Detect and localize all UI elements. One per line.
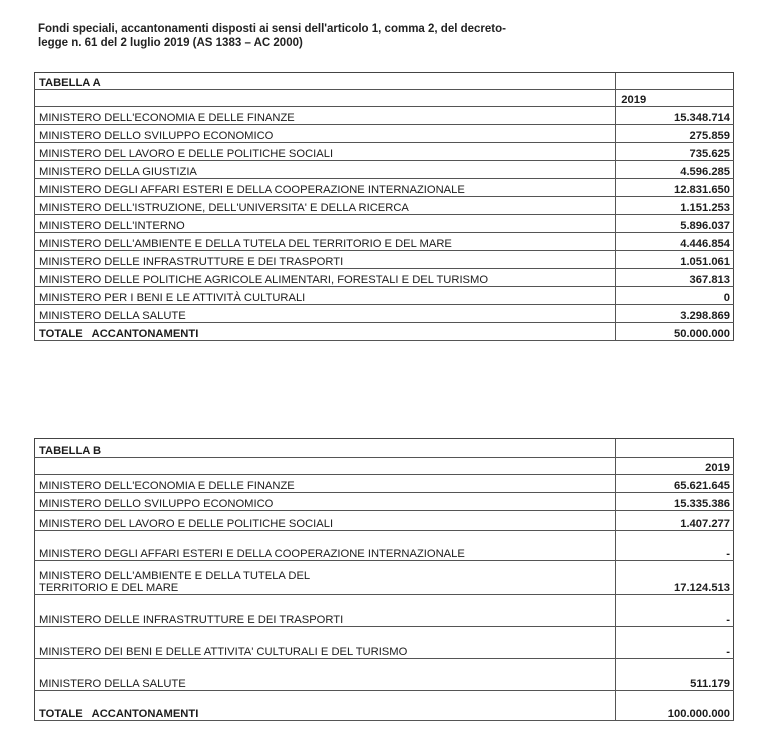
table-row — [35, 475, 734, 493]
table-row — [35, 561, 734, 595]
ministry-label: MINISTERO DELL'ISTRUZIONE, DELL'UNIVERSITA' E DELLA RICERCA — [35, 197, 616, 215]
table-row — [35, 627, 734, 659]
ministry-value: 1.051.061 — [616, 251, 734, 269]
ministry-value: 4.446.854 — [616, 233, 734, 251]
ministry-value: 17.124.513 — [616, 561, 734, 595]
table-row — [35, 179, 734, 197]
ministry-label: MINISTERO DEI BENI E DELLE ATTIVITA' CULTURALI E DEL TURISMO — [35, 627, 616, 659]
table-row — [35, 493, 734, 511]
total-label: TOTALE ACCANTONAMENTI — [35, 323, 616, 341]
ministry-value: - — [616, 627, 734, 659]
ministry-value: 1.151.253 — [616, 197, 734, 215]
total-row — [35, 691, 734, 721]
table-row — [35, 531, 734, 561]
table-row — [35, 659, 734, 691]
table-row — [35, 125, 734, 143]
ministry-label: MINISTERO DELLE POLITICHE AGRICOLE ALIMENTARI, FORESTALI E DEL TURISMO — [35, 269, 616, 287]
table-row — [35, 511, 734, 531]
ministry-label: MINISTERO DEL LAVORO E DELLE POLITICHE SOCIALI — [35, 143, 616, 161]
total-value: 50.000.000 — [616, 323, 734, 341]
title-line-2: legge n. 61 del 2 luglio 2019 (AS 1383 – AC 2000) — [38, 37, 303, 49]
ministry-value: - — [616, 531, 734, 561]
ministry-value: 4.596.285 — [616, 161, 734, 179]
ministry-label: MINISTERO DELL'INTERNO — [35, 215, 616, 233]
year-label: 2019 — [616, 458, 734, 475]
ministry-value: 12.831.650 — [616, 179, 734, 197]
table-row — [35, 107, 734, 125]
ministry-label: MINISTERO DELLA SALUTE — [35, 659, 616, 691]
table-row — [35, 269, 734, 287]
table-row — [35, 305, 734, 323]
table-row — [35, 143, 734, 161]
table-name: TABELLA A — [35, 73, 616, 90]
ministry-label: MINISTERO PER I BENI E LE ATTIVITÀ CULTURALI — [35, 287, 616, 305]
table-row — [35, 161, 734, 179]
ministry-value: - — [616, 595, 734, 627]
ministry-label: MINISTERO DELLE INFRASTRUTTURE E DEI TRASPORTI — [35, 251, 616, 269]
ministry-label: MINISTERO DELLA SALUTE — [35, 305, 616, 323]
ministry-label: MINISTERO DELL'AMBIENTE E DELLA TUTELA DEL TERRITORIO E DEL MARE — [35, 233, 616, 251]
ministry-label: MINISTERO DELL'ECONOMIA E DELLE FINANZE — [35, 475, 616, 493]
ministry-label: MINISTERO DEGLI AFFARI ESTERI E DELLA COOPERAZIONE INTERNAZIONALE — [35, 531, 616, 561]
ministry-label-line-2: TERRITORIO E DEL MARE — [39, 582, 179, 594]
ministry-label: MINISTERO DELLE INFRASTRUTTURE E DEI TRASPORTI — [35, 595, 616, 627]
total-label: TOTALE ACCANTONAMENTI — [35, 691, 616, 721]
ministry-label: MINISTERO DEGLI AFFARI ESTERI E DELLA COOPERAZIONE INTERNAZIONALE — [35, 179, 616, 197]
ministry-value: 511.179 — [616, 659, 734, 691]
year-label: 2019 — [616, 90, 734, 107]
table-row — [35, 233, 734, 251]
ministry-value: 275.859 — [616, 125, 734, 143]
ministry-value: 367.813 — [616, 269, 734, 287]
ministry-label: MINISTERO DELLO SVILUPPO ECONOMICO — [35, 493, 616, 511]
ministry-label: MINISTERO DEL LAVORO E DELLE POLITICHE SOCIALI — [35, 511, 616, 531]
table-name: TABELLA B — [35, 439, 616, 458]
year-row — [35, 90, 734, 107]
ministry-label: MINISTERO DELLO SVILUPPO ECONOMICO — [35, 125, 616, 143]
table-header-row — [35, 439, 734, 458]
ministry-label-line-1: MINISTERO DELL'AMBIENTE E DELLA TUTELA DEL — [39, 570, 311, 582]
ministry-label: MINISTERO DELL'ECONOMIA E DELLE FINANZE — [35, 107, 616, 125]
total-value: 100.000.000 — [616, 691, 734, 721]
ministry-value: 735.625 — [616, 143, 734, 161]
ministry-value: 65.621.645 — [616, 475, 734, 493]
ministry-value: 0 — [616, 287, 734, 305]
year-row — [35, 458, 734, 475]
ministry-value: 15.348.714 — [616, 107, 734, 125]
table-row — [35, 251, 734, 269]
document-title — [38, 22, 678, 50]
ministry-label — [35, 561, 616, 595]
tabella-a — [34, 72, 734, 341]
ministry-value: 5.896.037 — [616, 215, 734, 233]
ministry-value: 3.298.869 — [616, 305, 734, 323]
ministry-value: 15.335.386 — [616, 493, 734, 511]
title-line-1: Fondi speciali, accantonamenti disposti ai sensi dell'articolo 1, comma 2, del decreto- — [38, 23, 506, 35]
ministry-label: MINISTERO DELLA GIUSTIZIA — [35, 161, 616, 179]
tabella-b — [34, 438, 734, 721]
table-row — [35, 215, 734, 233]
table-row — [35, 197, 734, 215]
ministry-value: 1.407.277 — [616, 511, 734, 531]
table-row — [35, 287, 734, 305]
table-header-row — [35, 73, 734, 90]
total-row — [35, 323, 734, 341]
table-row — [35, 595, 734, 627]
